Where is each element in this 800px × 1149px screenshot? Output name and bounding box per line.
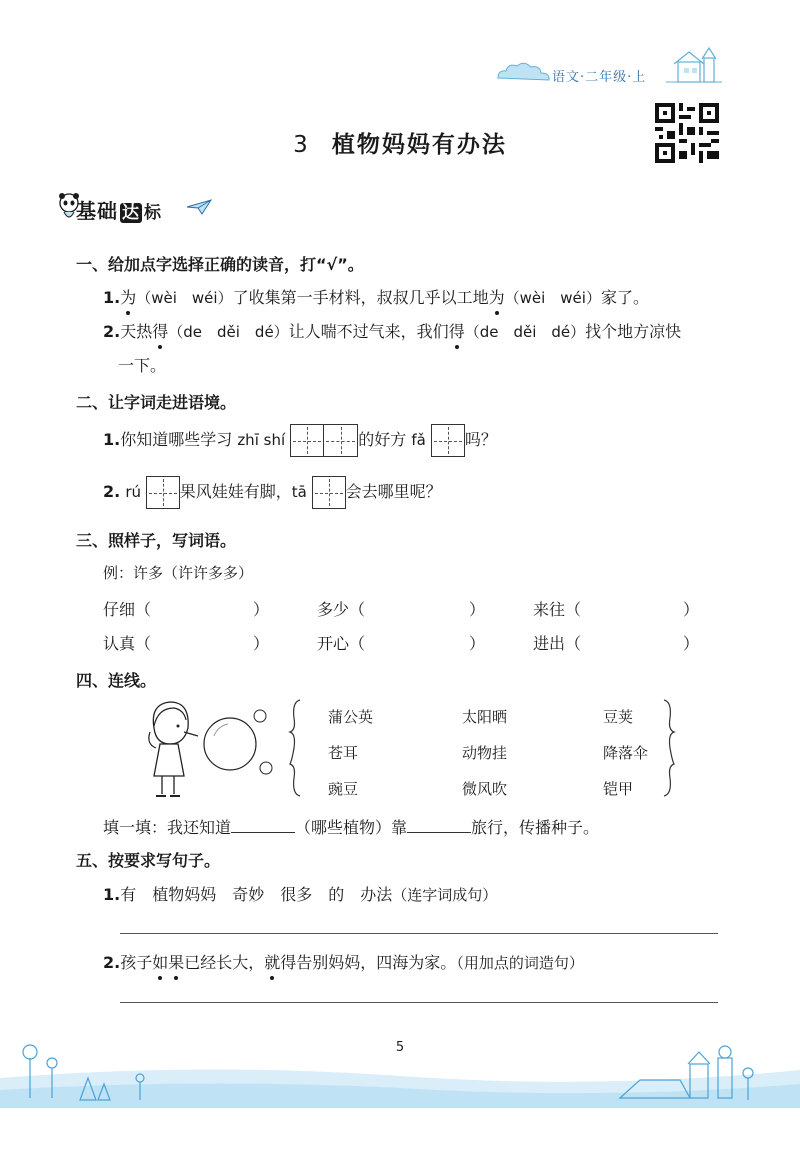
paper-plane-icon: [186, 198, 212, 216]
sentence-text: 旅行，传播种子。: [471, 818, 600, 837]
section-2-title: 二、让字词走进语境。: [76, 393, 237, 412]
tianzige-box[interactable]: [290, 424, 324, 457]
dotted-char: 为: [489, 285, 505, 308]
pinyin-hint: tā: [291, 483, 312, 501]
dotted-char: 为: [120, 285, 136, 308]
sentence-text: 天热: [120, 322, 153, 341]
sentence-text: （哪些植物）靠: [295, 818, 408, 837]
analogy-1[interactable]: 豆荚: [603, 708, 634, 726]
sentence-text: 让人喘不过气来，我们: [288, 322, 449, 341]
header-cloud-decoration: [494, 58, 554, 84]
plant-1[interactable]: 蒲公英: [328, 708, 374, 726]
paren-close: ）: [469, 634, 486, 653]
pinyin-options[interactable]: （de děi dé）: [168, 323, 289, 341]
analogy-3[interactable]: 铠甲: [603, 780, 634, 798]
word-prompt: 认真（: [103, 634, 152, 653]
pinyin-options[interactable]: （de děi dé）: [464, 323, 586, 341]
sentence-text: 孩子: [120, 953, 153, 972]
lesson-number: 3: [293, 132, 310, 158]
sentence-text: 已经长大，: [184, 953, 265, 972]
lesson-title-text: 植物妈妈有办法: [331, 132, 507, 158]
section-5-title: 五、按要求写句子。: [76, 851, 221, 870]
s2-question-2: [103, 474, 442, 510]
word-list: 有 植物妈妈 奇妙 很多 的 办法: [120, 885, 393, 904]
tianzige-box[interactable]: [324, 424, 358, 457]
method-1[interactable]: 太阳晒: [462, 708, 508, 726]
requirement: （连字词成句）: [392, 886, 498, 904]
pinyin-hint: fǎ: [411, 431, 426, 449]
sentence-text: 的好方: [358, 430, 412, 449]
q-number: 2.: [103, 482, 121, 501]
s2-question-1: [103, 422, 497, 458]
s3-example: 例：许多（许许多多）: [103, 564, 254, 582]
qr-code-icon[interactable]: [655, 103, 719, 163]
q-number: 2.: [103, 953, 121, 972]
q-number: 1.: [103, 885, 121, 904]
s4-fill-in: [103, 815, 599, 838]
word-prompt: 仔细（: [103, 600, 152, 619]
s5-question-2: [103, 950, 584, 973]
word-prompt: 开心（: [317, 634, 366, 653]
blank-line[interactable]: [231, 816, 295, 833]
pinyin-hint: rú: [125, 483, 146, 501]
sentence-text: 吗？: [464, 430, 497, 449]
badge-char-3: 达: [122, 203, 140, 223]
dotted-char: 就: [264, 950, 280, 973]
badge-char-2: 础: [97, 199, 118, 223]
section-4-title: 四、连线。: [76, 671, 157, 690]
dotted-char: 果: [168, 950, 184, 973]
sentence-text: 你知道哪些学习: [120, 430, 238, 449]
right-brace: [662, 698, 676, 798]
analogy-2[interactable]: 降落伞: [603, 744, 649, 762]
s5-question-1: [103, 882, 497, 905]
footer-scenery-decoration: [0, 1018, 800, 1108]
s1-question-2: [103, 319, 681, 342]
section-1-title: 一、给加点字选择正确的读音，打“√”。: [76, 255, 364, 274]
sentence-text: 填一填：我还知道: [103, 818, 232, 837]
sentence-text: 家了。: [600, 288, 649, 307]
plant-3[interactable]: 豌豆: [328, 780, 359, 798]
section-3-title: 三、照样子，写词语。: [76, 531, 237, 550]
badge-char-1: 基: [76, 199, 97, 223]
requirement: （用加点的词造句）: [456, 954, 584, 972]
sentence-text: 得告别妈妈，四海为家。: [280, 953, 457, 972]
paren-close: ）: [253, 600, 270, 619]
paren-close: ）: [253, 634, 270, 653]
dotted-char: 如: [152, 950, 168, 973]
word-prompt: 进出（: [533, 634, 582, 653]
pinyin-hint: zhī shí: [237, 431, 286, 449]
sentence-text: 找个地方凉快: [585, 322, 682, 341]
plant-2[interactable]: 苍耳: [328, 744, 359, 762]
girl-blowing-bubbles-illustration: [140, 698, 275, 800]
badge-char-4: 标: [144, 203, 162, 223]
answer-line-2[interactable]: [120, 1002, 718, 1003]
dotted-char: 得: [152, 319, 168, 342]
blank-line[interactable]: [407, 816, 471, 833]
page-number: 5: [395, 1040, 405, 1055]
header-house-decoration: [664, 44, 724, 86]
method-2[interactable]: 动物挂: [462, 744, 508, 762]
method-3[interactable]: 微风吹: [462, 780, 508, 798]
s1-question-1: [103, 285, 649, 308]
sentence-text: 了收集第一手材料，叔叔几乎以工地: [232, 288, 489, 307]
s1-question-2-cont: 一下。: [118, 356, 167, 375]
basic-goal-badge: [76, 195, 162, 224]
tianzige-box[interactable]: [431, 424, 465, 457]
left-brace: [288, 698, 302, 798]
paren-close: ）: [469, 600, 486, 619]
paren-close: ）: [683, 600, 700, 619]
pinyin-options[interactable]: （wèi wéi）: [136, 289, 233, 307]
sentence-text: 果风娃娃有脚，: [179, 482, 292, 501]
q-number: 1.: [103, 288, 121, 307]
pinyin-options[interactable]: （wèi wéi）: [504, 289, 601, 307]
tianzige-box[interactable]: [146, 476, 180, 509]
q-number: 1.: [103, 430, 121, 449]
answer-line-1[interactable]: [120, 933, 718, 934]
tianzige-box[interactable]: [312, 476, 346, 509]
paren-close: ）: [683, 634, 700, 653]
word-prompt: 来往（: [533, 600, 582, 619]
word-prompt: 多少（: [317, 600, 366, 619]
sentence-text: 会去哪里呢？: [345, 482, 442, 501]
dotted-char: 得: [449, 319, 465, 342]
subject-grade-label: 语文·二年级·上: [552, 70, 647, 85]
q-number: 2.: [103, 322, 121, 341]
